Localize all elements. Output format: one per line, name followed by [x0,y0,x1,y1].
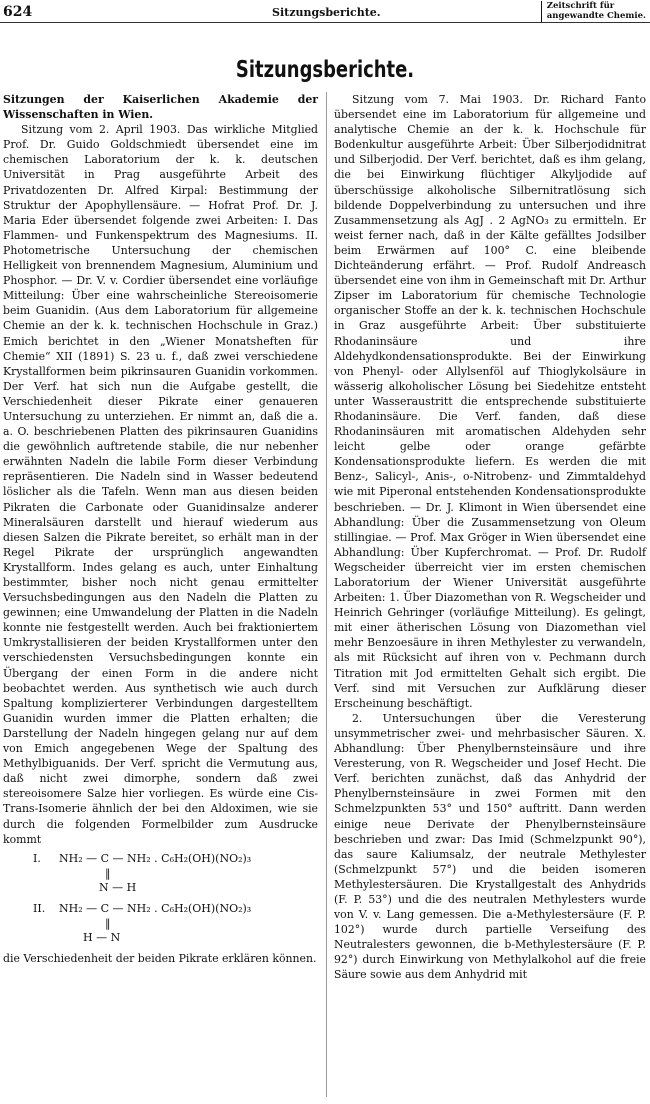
formula-block [3,849,318,949]
formula-2-lower: H — N [83,930,121,944]
running-title: Sitzungsberichte. [272,6,381,19]
left-paragraph-2: die Verschiedenheit der beiden Pikrate erklären können. [3,951,317,965]
left-subheading: Sitzungen der Kaiserlichen Akademie der Wissenschaften in Wien. [3,93,318,122]
formula-1-lower: N — H [99,880,137,894]
section-title: Sitzungsberichte. [235,57,415,83]
formula-1: NH₂ — C — NH₂ . C₆H₂(OH)(NO₂)₃ [59,851,252,865]
left-paragraph-1: Sitzung vom 2. April 1903. Das wirkliche Mitglied Prof. Dr. Guido Goldschmiedt übersendet eine im chemischen Laboratorium der k. k. deutschen Universität in Prag ausgeführte Arbeit des Privatdozenten Dr. Alfred Kirpal: Bestimmung der Struktur der Apophyllensäure. — Hofrat Prof. Dr. J. Maria Eder übersendet folgende zwei Arbeiten: I. Das Flammen- und Funkenspektrum des Magnesiums. II. Photometrische Untersuchung der chemischen Helligkeit von brennendem Magnesium, Aluminium und Phosphor. — Dr. V. v. Cordier übersendet eine vorläufige Mitteilung: Über eine wahrscheinliche Stereoisomerie beim Guanidin. (Aus dem Laboratorium für allgemeine Chemie an der k. k. technischen Hochschule in Graz.) Emich berichtet in den „Wiener Monatsheften für Chemie“ XII (1891) S. 23 u. f., daß zwei verschiedene Krystallformen beim pikrinsauren Guanidin vorkommen. Der Verf. hat sich nun die Aufgabe gestellt, die Verschiedenheit dieser Pikrate einer genaueren Untersuchung zu unterziehen. Er nimmt an, daß die a. a. O. beschriebenen Platten des pikrinsauren Guanidins die gewöhnlich auftretende stabile, die nur nebenher erwähnten Nadeln die labile Form dieser Verbindung repräsentieren. Die Nadeln sind in Wasser bedeutend löslicher als die Tafeln. Wenn man aus diesen beiden Pikraten die Carbonate oder Guanidinsalze anderer Mineralsäuren darstellt und hierauf wiederum aus diesen Salzen die Pikrate bereitet, so erhält man in der Regel Pikrate der ursprünglich angewandten Krystallform. Indes gelang es auch, unter Einhaltung bestimmter, bisher noch nicht genau ermittelter Versuchsbedingungen aus den Nadeln die Platten zu gewinnen; eine Umwandelung der Platten in die Nadeln konnte nie festgestellt werden. Auch bei fraktioniertem Umkrystallisieren der beiden Krystallformen unter den verschiedensten Versuchsbedingungen konnte ein Übergang der einen Form in die andere nicht beobachtet werden. Aus synthetisch wie auch durch Spaltung komplizierterer Verbindungen dargestelltem Guanidin wurden immer die Platten erhalten; die Darstellung der Nadeln hingegen gelang nur auf dem von Emich angegebenen Wege der Spaltung des Methylbiguanids. Der Verf. spricht die Vermutung aus, daß nicht zwei dimorphe, sondern daß zwei stereoisomere Salze hier vorliegen. Es würde eine Cis-Trans-Isomerie ähnlich der bei den Aldoximen, wie sie durch die folgenden Formelbilder zum Ausdrucke kommt [3,123,318,846]
journal-line-1: Zeitschrift für [546,1,615,11]
right-column [334,92,646,983]
journal-name [541,1,646,23]
page-number: 624 [3,4,33,20]
formula-2-double-bond: ‖ [105,916,111,930]
formula-2-label: II. [33,901,46,915]
formula-1-double-bond: ‖ [105,866,111,880]
left-column [3,92,318,966]
right-paragraph-1: Sitzung vom 7. Mai 1903. Dr. Richard Fanto übersendet eine im Laboratorium für allgemeine und analytische Chemie an der k. k. Hochschule für Bodenkultur ausgeführte Arbeit: Über Silberjodidnitrat und Silberjodid. Der Verf. berichtet, daß es ihm gelang, die bei Einwirkung flüchtiger Alkyljodide auf überschüssige alkoholische Silbernitratlösung sich bildende Doppelverbindung zu untersuchen und ihre Zusammensetzung als AgJ . 2 AgNO₃ zu ermitteln. Er weist ferner nach, daß in der Kälte gefälltes Jodsilber beim Erwärmen auf 100° C. eine bleibende Dichteänderung erfährt. — Prof. Rudolf Andreasch übersendet eine von ihm in Gemeinschaft mit Dr. Arthur Zipser im Laboratorium für chemische Technologie organischer Stoffe an der k. k. technischen Hochschule in Graz ausgeführte Arbeit: Über substituierte Rhodaninsäure und ihre Aldehydkondensationsprodukte. Bei der Einwirkung von Phenyl- oder Allylsenföl auf Thioglykolsäure in wässerig alkoholischer Lösung bei Siedehitze entsteht unter Wasseraustritt die entsprechende substituierte Rhodaninsäure. Die Verf. fanden, daß diese Rhodaninsäuren mit aromatischen Aldehyden sehr leicht gelbe oder orange gefärbte Kondensationsprodukte liefern. Es werden die mit Benz-, Salicyl-, Anis-, o-Nitrobenz- und Zimmtaldehyd wie mit Piperonal entstehenden Kondensationsprodukte beschrieben. — Dr. J. Klimont in Wien übersendet eine Abhandlung: Über die Zusammensetzung von Oleum stillingiae. — Prof. Max Gröger in Wien übersendet eine Abhandlung: Über Kupferchromat. — Prof. Dr. Rudolf Wegscheider überreicht vier im ersten chemischen Laboratorium der Wiener Universität ausgeführte Arbeiten: 1. Über Diazomethan von R. Wegscheider und Heinrich Gehringer (vorläufige Mitteilung). Es gelingt, mit einer ätherischen Lösung von Diazomethan viel mehr Benzoesäure in ihren Methylester zu verwandeln, als mit Rücksicht auf ihren von v. Pechmann durch Titration mit Jod ermittelten Gehalt sich ergibt. Die Verf. sind mit Versuchen zur Aufklärung dieser Erscheinung beschäftigt. [334,93,646,710]
page-header [0,0,650,26]
formula-1-label: I. [33,851,41,865]
right-paragraph-2: 2. Untersuchungen über die Veresterung unsymmetrischer zwei- und mehrbasischer Säuren. X. Abhandlung: Über Phenylbernsteinsäure und ihre Veresterung, von R. Wegscheider und Josef Hecht. Die Verf. berichten zunächst, daß das Anhydrid der Phenylbernsteinsäure in zwei Formen mit den Schmelzpunkten 53° und 150° auftritt. Dann werden einige neue Derivate der Phenylbernsteinsäure beschrieben und zwar: Das Imid (Schmelzpunkt 90°), das saure Kaliumsalz, der neutrale Methylester (Schmelzpunkt 57°) und die beiden isomeren Methylestersäuren. Die Krystallgestalt des Anhydrids (F. P. 53°) und die des neutralen Methylesters wurde von V. v. Lang gemessen. Die a-Methylestersäure (F. P. 102°) wurde durch partielle Verseifung des Neutralesters gewonnen, die b-Methylestersäure (F. P. 92°) durch Einwirkung von Methylalkohol auf die freie Säure sowie aus dem Anhydrid mit [334,711,646,982]
formula-2: NH₂ — C — NH₂ . C₆H₂(OH)(NO₂)₃ [59,901,252,915]
header-rule [0,22,650,23]
journal-line-2: angewandte Chemie. [546,11,646,21]
column-divider [326,92,327,1097]
